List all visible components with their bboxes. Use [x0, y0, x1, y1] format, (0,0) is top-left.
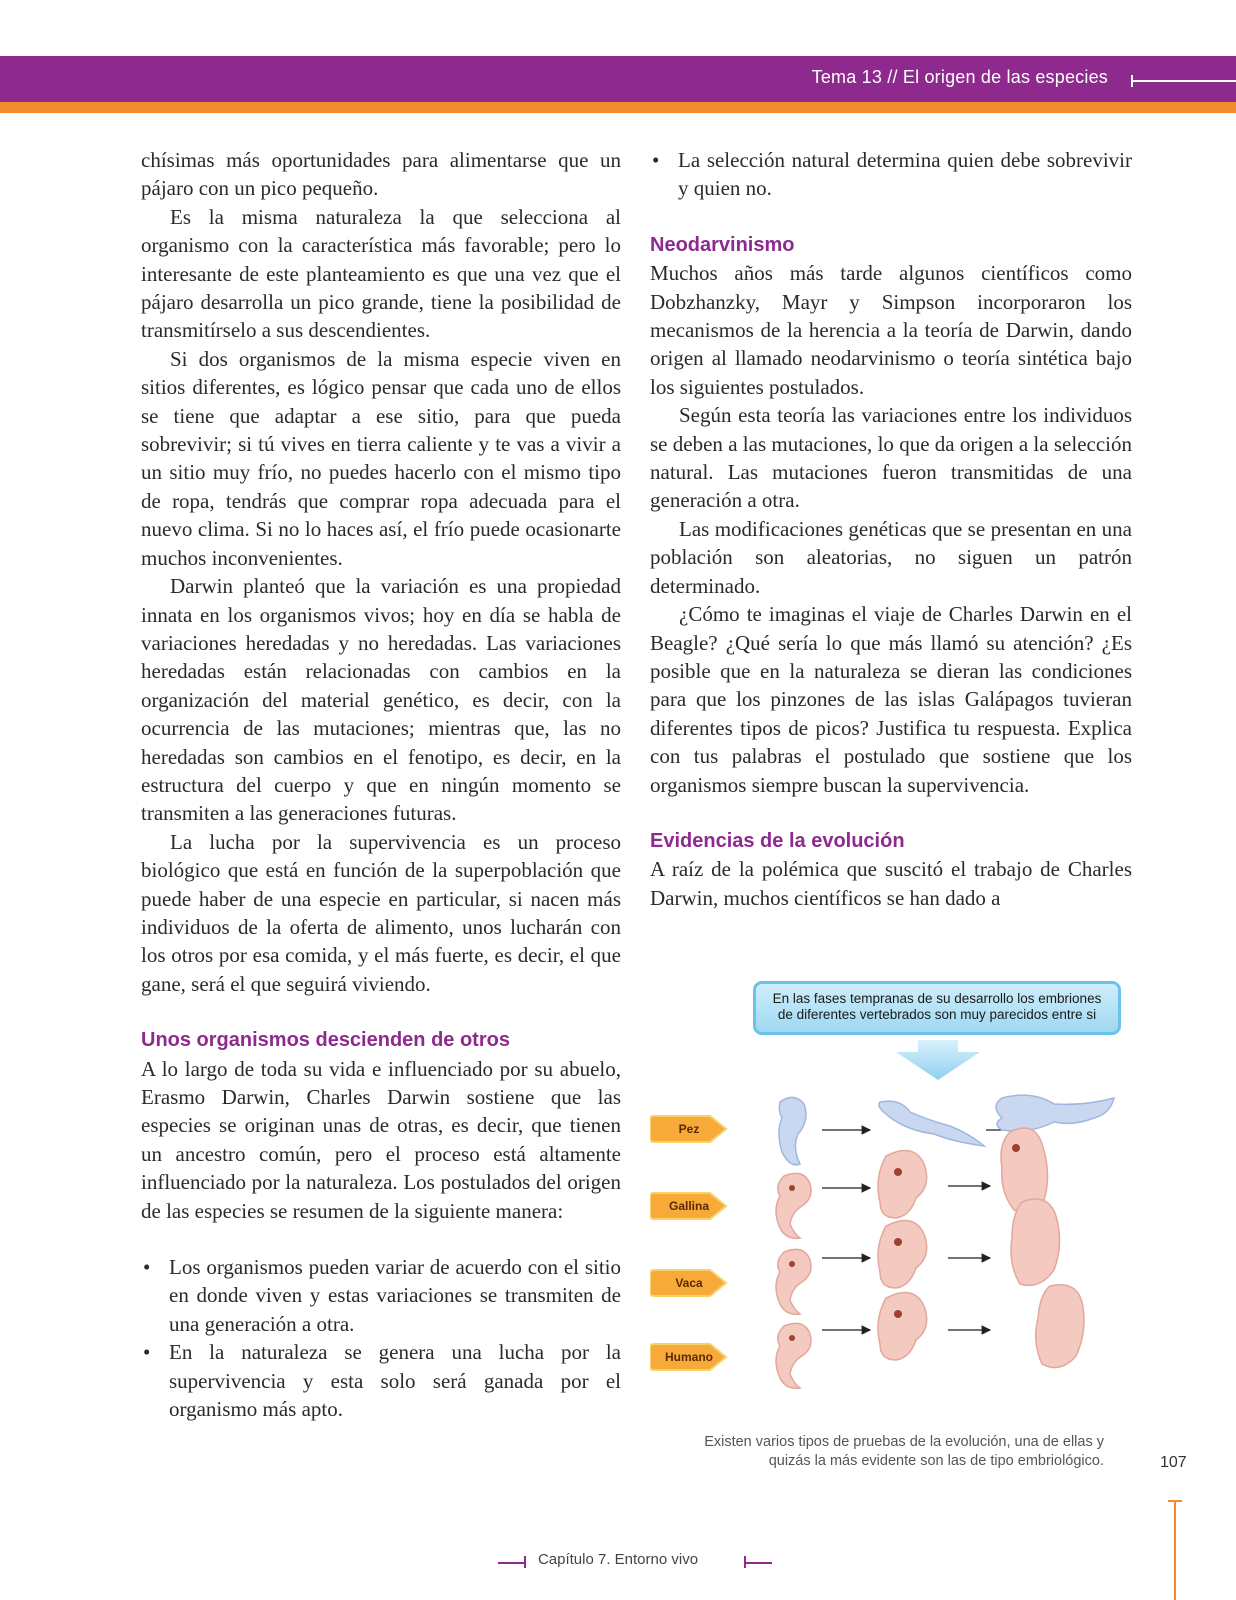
cow-embryo-stage-3 [1011, 1199, 1060, 1285]
paragraph: ¿Cómo te imaginas el viaje de Charles Darwin en el Beagle? ¿Qué sería lo que más llamó su atención? ¿Es posible que en la naturaleza se dieran las condiciones para que los pinzones de las islas Galápagos tuvieran diferentes tipos de picos? Justifica tu respuesta. Explica con tus palabras el postulado que sostiene que los organismos siempre buscan la supervivencia. [650, 602, 1132, 797]
fish-embryo-stage-2 [879, 1101, 984, 1146]
paragraph: chísimas más oportunidades para alimentarse que un pájaro con un pico pequeño. [141, 148, 621, 201]
row-label-pez [650, 1114, 728, 1144]
row-label-text: Humano [665, 1350, 713, 1364]
row-label-humano [650, 1342, 728, 1372]
human-embryo-stage-1 [776, 1323, 811, 1388]
paragraph: A raíz de la polémica que suscitó el trabajo de Charles Darwin, muchos científicos se han dado a [650, 857, 1132, 910]
figure-caption [660, 1433, 1104, 1471]
chicken-embryo-stage-2 [878, 1151, 927, 1218]
row-label-vaca [650, 1268, 728, 1298]
list-item: • En la naturaleza se genera una lucha por la supervivencia y esta solo será ganada por el organismo más apto. [141, 1338, 621, 1423]
paragraph: Según esta teoría las variaciones entre los individuos se deben a las mutaciones, lo que da origen a la selección natural. Las mutaciones fueron transmitidas de una generación a otra. [650, 403, 1132, 513]
footer-subtitle: Entorno vivo [614, 1551, 699, 1568]
embryo-comparison-illustration [740, 1090, 1140, 1410]
footer-rule-right [744, 1562, 772, 1564]
human-embryo-stage-3 [1036, 1285, 1084, 1368]
paragraph: Es la misma naturaleza la que selecciona al organismo con la característica más favorable; pero lo interesante de este planteamiento es que una vez que el pájaro desarrolla un pico grande, tiene la posibilidad de transmitírselo a sus descendientes. [141, 204, 621, 343]
paragraph: A lo largo de toda su vida e influenciado por su abuelo, Erasmo Darwin, Charles Darwin sostiene que las especies se originan unas de otras, es decir, que tienen un ancestro común, pero el proceso está altamente influenciado por la naturaleza. Los postulados del origen de las especies se resumen de la siguiente manera: [141, 1056, 621, 1223]
left-column [141, 146, 621, 1423]
chicken-embryo-stage-1 [776, 1173, 811, 1238]
paragraph: Muchos años más tarde algunos científicos como Dobzhanzky, Mayr y Simpson incorporaron los mecanismos de la herencia a la teoría de Darwin, dando origen al llamado neodarvinismo o teoría sintética bajo los siguientes postulados. [650, 261, 1132, 399]
paragraph: Las modificaciones genéticas que se presentan en una población son aleatorias, no siguen un patrón determinado. [650, 516, 1132, 598]
figure-banner [753, 981, 1121, 1035]
list-item: • La selección natural determina quien debe sobrevivir y quien no. [650, 146, 1132, 203]
row-label-text: Pez [678, 1122, 700, 1136]
page-number-rule [1174, 1500, 1176, 1600]
down-arrow-icon [896, 1040, 980, 1080]
section-heading: Evidencias de la evolución [650, 829, 905, 852]
postulates-list-continued [650, 146, 1132, 203]
caption-line: quizás la más evidente son las de tipo embriológico. [768, 1453, 1104, 1469]
banner-line: de diferentes vertebrados son muy parecidos entre si [777, 1007, 1097, 1022]
section-heading: Neodarvinismo [650, 233, 795, 256]
header-accent-stripe [0, 102, 1236, 113]
header-rule [1131, 80, 1236, 82]
row-label-text: Vaca [675, 1276, 703, 1290]
paragraph: La lucha por la supervivencia es un proceso biológico que está en función de la superpoblación que puede haber de una especie en particular, si nacen más individuos de la oferta de alimento, unos lucharán con los otros por esa comida, y el más fuerte, es decir, el que gane, será el que seguirá viviendo. [141, 829, 621, 996]
cow-embryo-stage-1 [776, 1249, 811, 1314]
footer-chapter: Capítulo 7. [537, 1551, 611, 1568]
section-heading: Unos organismos descienden de otros [141, 1029, 510, 1052]
paragraph: Darwin planteó que la variación es una propiedad innata en los organismos vivos; hoy en día se habla de variaciones heredadas y no heredadas. Las variaciones heredadas están relacionadas con cambios en la organización del material genético, es decir, con la ocurrencia de las mutaciones; mientras que, las no heredadas son cambios en el fenotipo, es decir, en la estructura del cuerpo y que en ningún momento se transmiten a las generaciones futuras. [141, 574, 621, 826]
fish-embryo-stage-3 [996, 1095, 1114, 1131]
row-label-text: Gallina [668, 1199, 709, 1213]
paragraph: Si dos organismos de la misma especie viven en sitios diferentes, es lógico pensar que cada uno de ellos se tiene que adaptar a ese sitio, para que pueda sobrevivir; si tú vives en tierra caliente y te vas a vivir a un sitio muy frío, no puedes hacerlo con el mismo tipo de ropa, tendrás que comprar ropa adecuada para el nuevo clima. Si no lo haces así, el frío puede ocasionarte muchos inconvenientes. [141, 346, 621, 570]
list-item: • Los organismos pueden variar de acuerdo con el sitio en donde viven y estas variaciones se transmiten de una generación a otra. [141, 1253, 621, 1338]
cow-embryo-stage-2 [878, 1221, 927, 1288]
postulates-list [141, 1253, 621, 1423]
right-column [650, 146, 1132, 912]
footer [0, 1551, 1236, 1568]
caption-line: Existen varios tipos de pruebas de la evolución, una de ellas y [704, 1434, 1104, 1450]
row-label-gallina [650, 1191, 728, 1221]
human-embryo-stage-2 [878, 1293, 927, 1360]
banner-line: En las fases tempranas de su desarrollo los embriones [772, 991, 1102, 1006]
header-title: Tema 13 // El origen de las especies [811, 67, 1108, 87]
page-number: 107 [1160, 1454, 1187, 1471]
fish-embryo-stage-1 [779, 1097, 806, 1164]
